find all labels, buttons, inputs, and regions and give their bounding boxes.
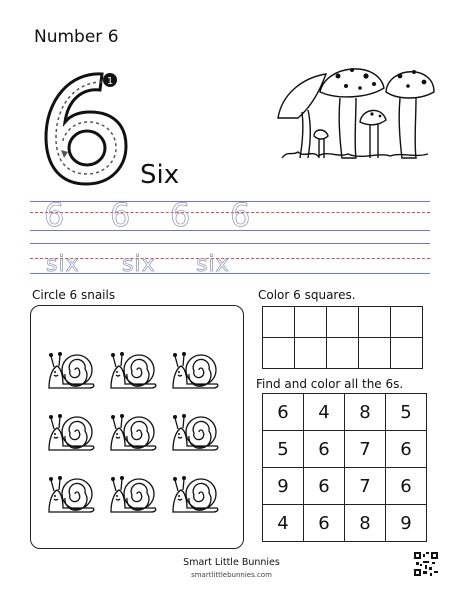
snail-icon[interactable]	[45, 348, 97, 392]
snail-icon[interactable]	[107, 472, 159, 516]
find-cell[interactable]: 4	[304, 394, 345, 431]
color-square[interactable]	[391, 307, 423, 338]
writing-line-top	[30, 243, 430, 244]
find-cell[interactable]: 4	[263, 505, 304, 542]
footer-brand: Smart Little Bunnies	[183, 557, 280, 568]
snail-box	[30, 305, 244, 549]
find-cell[interactable]: 9	[263, 468, 304, 505]
big-six-numeral	[30, 62, 140, 192]
color-square[interactable]	[327, 338, 359, 369]
color-square[interactable]	[295, 338, 327, 369]
trace-word: six	[196, 252, 230, 277]
find-cell[interactable]: 6	[304, 505, 345, 542]
find-cell[interactable]: 5	[263, 431, 304, 468]
find-cell[interactable]: 6	[304, 468, 345, 505]
trace-number: 6	[44, 196, 65, 234]
find-cell[interactable]: 7	[345, 468, 386, 505]
find-cell[interactable]: 9	[386, 505, 427, 542]
color-square[interactable]	[391, 338, 423, 369]
writing-line-base	[30, 273, 430, 274]
color-square[interactable]	[295, 307, 327, 338]
trace-number: 6	[110, 196, 131, 234]
snail-icon[interactable]	[169, 348, 221, 392]
svg-text:1: 1	[106, 76, 114, 87]
find-cell[interactable]: 5	[386, 394, 427, 431]
snail-icon[interactable]	[169, 472, 221, 516]
find-cell[interactable]: 8	[345, 505, 386, 542]
find-cell[interactable]: 8	[345, 394, 386, 431]
color-square[interactable]	[359, 338, 391, 369]
trace-word: six	[122, 252, 156, 277]
snail-icon[interactable]	[45, 410, 97, 454]
snail-icon[interactable]	[169, 410, 221, 454]
find-cell[interactable]: 6	[386, 431, 427, 468]
find-cell[interactable]: 7	[345, 431, 386, 468]
number-word: Six	[140, 160, 180, 190]
find-grid	[262, 393, 427, 542]
footer-url: smartlittlebunnies.com	[191, 571, 272, 579]
find-heading: Find and color all the 6s.	[256, 377, 404, 391]
qr-code-icon	[414, 552, 438, 576]
find-cell[interactable]: 6	[386, 468, 427, 505]
writing-line-mid	[30, 258, 430, 259]
squares-heading: Color 6 squares.	[258, 288, 356, 302]
snail-heading: Circle 6 snails	[32, 288, 116, 302]
squares-grid	[262, 306, 423, 369]
snail-icon[interactable]	[107, 410, 159, 454]
find-cell[interactable]: 6	[263, 394, 304, 431]
color-square[interactable]	[359, 307, 391, 338]
page-title: Number 6	[34, 27, 119, 47]
trace-number: 6	[230, 196, 251, 234]
snail-icon[interactable]	[107, 348, 159, 392]
trace-word: six	[46, 252, 80, 277]
snail-icon[interactable]	[45, 472, 97, 516]
find-cell[interactable]: 6	[304, 431, 345, 468]
mushroom-illustration	[268, 58, 438, 166]
color-square[interactable]	[263, 307, 295, 338]
trace-number: 6	[170, 196, 191, 234]
color-square[interactable]	[263, 338, 295, 369]
color-square[interactable]	[327, 307, 359, 338]
